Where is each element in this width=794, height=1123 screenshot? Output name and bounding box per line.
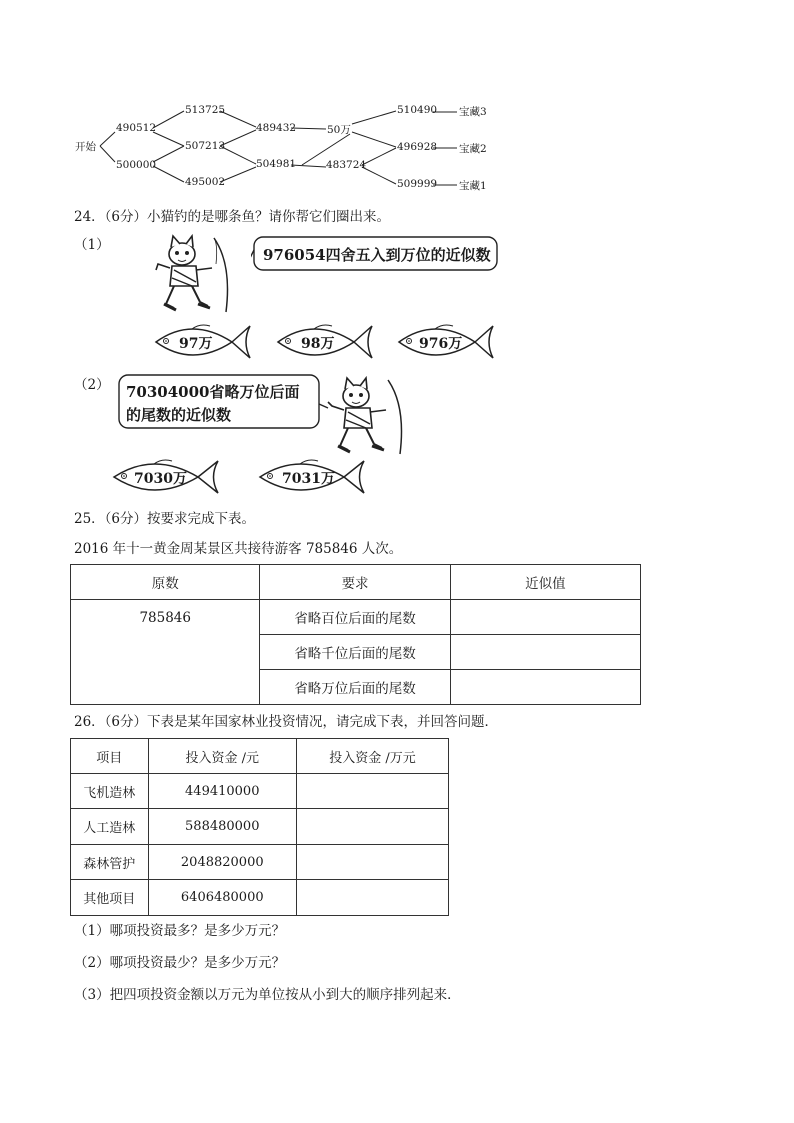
table-header-cell: 近似值 [450, 565, 640, 600]
requirement-cell: 省略百位后面的尾数 [260, 600, 450, 635]
fish-option[interactable] [256, 455, 366, 503]
table-row [71, 845, 449, 880]
table-header-cell: 投入资金 /万元 [297, 739, 449, 774]
fish-label: 976万 [419, 336, 463, 352]
table-header-cell: 原数 [71, 565, 260, 600]
requirement-cell: 省略千位后面的尾数 [260, 635, 450, 670]
answer-cell[interactable] [297, 809, 449, 845]
q26-title: 26．（6分）下表是某年国家林业投资情况，请完成下表，并回答问题． [74, 714, 499, 730]
fish-option[interactable] [152, 320, 252, 368]
fish-option[interactable] [274, 320, 374, 368]
fish-label: 7030万 [134, 471, 187, 487]
table-row [71, 880, 449, 916]
maze-node: 50万 [327, 124, 351, 136]
q26-sub-question: （3）把四项投资金额以万元为单位按从小到大的顺序排列起来． [74, 987, 461, 1003]
maze-node: 489432 [256, 122, 297, 134]
table-header-cell: 项目 [71, 739, 149, 774]
item-cell: 森林管护 [71, 845, 149, 880]
fishing-cat-illustration [152, 234, 244, 314]
q24-title: 24．（6分）小猫钓的是哪条鱼？请你帮它们圈出来。 [74, 209, 391, 225]
maze-node: 507213 [185, 140, 226, 152]
amount-cell: 588480000 [148, 809, 297, 845]
maze-node: 509999 [397, 178, 438, 190]
maze-node: 483724 [326, 159, 367, 171]
maze-node: 490512 [116, 122, 157, 134]
answer-cell[interactable] [297, 774, 449, 809]
q24-part2-label: （2） [74, 377, 110, 393]
maze-node: 504981 [256, 158, 297, 170]
fishing-cat-illustration [326, 376, 418, 456]
q26-sub-question: （1）哪项投资最多？是多少万元？ [74, 923, 286, 939]
requirement-cell: 省略万位后面的尾数 [260, 670, 450, 705]
bubble-text-line1: 70304000省略万位后面 [126, 383, 300, 401]
table-header-row [71, 739, 449, 774]
q25-intro: 2016 年十一黄金周某景区共接待游客 785846 人次。 [74, 541, 403, 557]
answer-cell[interactable] [450, 670, 640, 705]
fish-label: 97万 [179, 336, 213, 352]
table-row [71, 774, 449, 809]
q24-part1-label: （1） [74, 237, 110, 253]
table-row [71, 809, 449, 845]
table-header-row [71, 565, 641, 600]
fish-label: 7031万 [282, 471, 335, 487]
amount-cell: 449410000 [148, 774, 297, 809]
maze-node: 500000 [116, 159, 157, 171]
original-number-cell: 785846 [71, 600, 260, 705]
table-header-cell: 投入资金 /元 [148, 739, 297, 774]
maze-treasure: 宝藏2 [459, 143, 487, 155]
item-cell: 其他项目 [71, 880, 149, 916]
answer-cell[interactable] [450, 600, 640, 635]
q26-table [70, 738, 449, 916]
answer-cell[interactable] [297, 880, 449, 916]
fish-label: 98万 [301, 336, 335, 352]
maze-node: 513725 [185, 104, 226, 116]
bubble-text-line2: 的尾数的近似数 [126, 406, 232, 424]
answer-cell[interactable] [450, 635, 640, 670]
q25-table [70, 564, 641, 705]
item-cell: 人工造林 [71, 809, 149, 845]
fish-option[interactable] [395, 320, 495, 368]
bubble-text: 976054四舍五入到万位的近似数 [263, 246, 491, 264]
speech-bubble [251, 236, 499, 272]
amount-cell: 6406480000 [148, 880, 297, 916]
answer-cell[interactable] [297, 845, 449, 880]
item-cell: 飞机造林 [71, 774, 149, 809]
maze-treasure: 宝藏3 [459, 106, 487, 118]
maze-node: 510490 [397, 104, 438, 116]
amount-cell: 2048820000 [148, 845, 297, 880]
maze-node: 495002 [185, 176, 226, 188]
q25-title: 25．（6分）按要求完成下表。 [74, 511, 256, 527]
maze-node: 496928 [397, 141, 438, 153]
fish-option[interactable] [110, 455, 220, 503]
maze-treasure: 宝藏1 [459, 180, 487, 192]
maze-start-label: 开始 [75, 141, 96, 153]
table-header-cell: 要求 [260, 565, 450, 600]
q26-sub-question: （2）哪项投资最少？是多少万元？ [74, 955, 286, 971]
speech-bubble [118, 374, 328, 430]
table-row [71, 600, 641, 635]
